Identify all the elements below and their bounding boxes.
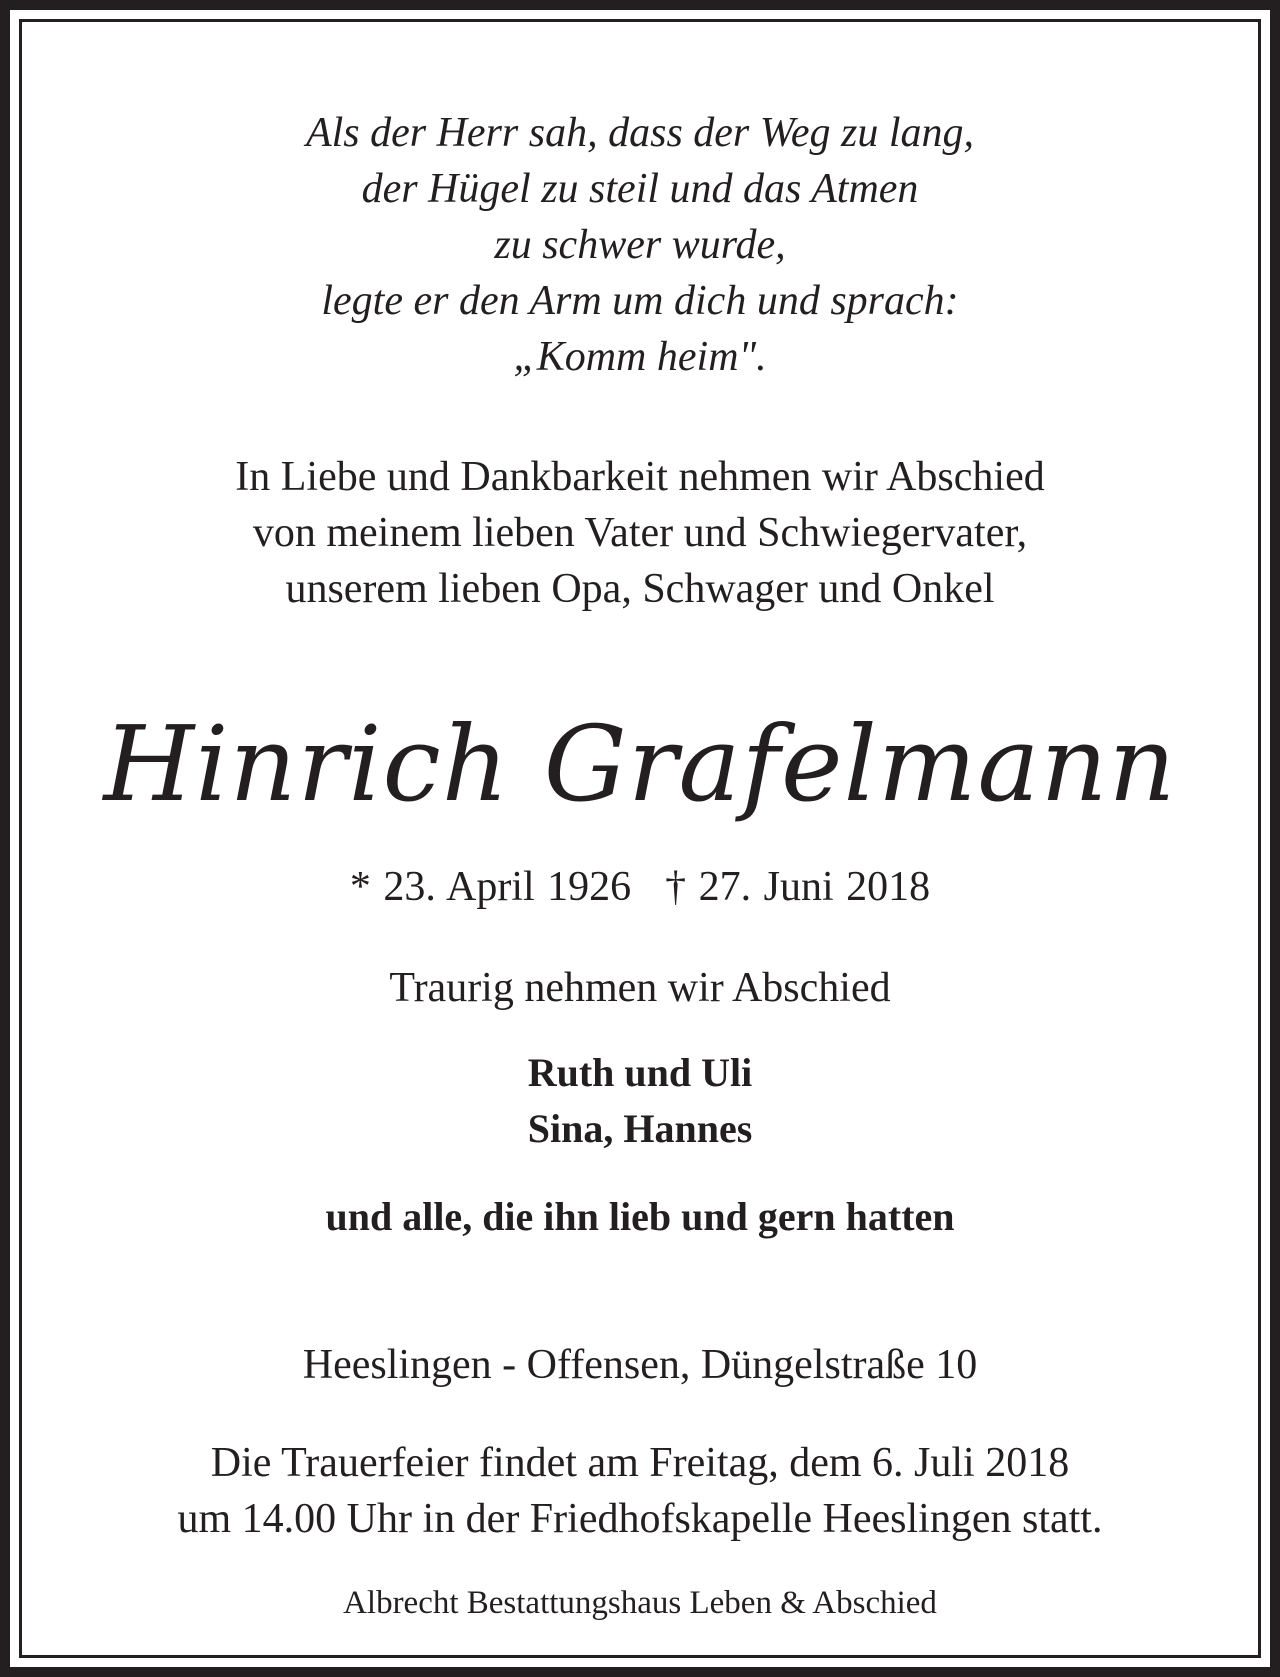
mourner-line-1: Ruth und Uli: [527, 1050, 753, 1095]
life-dates: [0, 866, 1280, 908]
mourner-line-2: Sina, Hannes: [527, 1106, 753, 1151]
poem-line-2: der Hügel zu steil und das Atmen: [361, 166, 919, 212]
deceased-name: Hinrich Grafelmann: [103, 703, 1177, 825]
mourners-extra: und alle, die ihn lieb und gern hatten: [325, 1194, 955, 1239]
mourning-text: Traurig nehmen wir Abschied: [389, 965, 891, 1011]
service-line-1: Die Trauerfeier findet am Freitag, dem 6. Juli 2018: [210, 1440, 1070, 1486]
intro-line-1: In Liebe und Dankbarkeit nehmen wir Abschied: [235, 454, 1045, 500]
service-line-2: um 14.00 Uhr in der Friedhofskapelle Heeslingen statt.: [177, 1496, 1103, 1542]
intro-line-2: von meinem lieben Vater und Schwiegervater,: [252, 510, 1028, 556]
death-date: † 27. Juni 2018: [665, 864, 931, 910]
birth-date: * 23. April 1926: [349, 864, 632, 910]
poem-line-5: „Komm heim".: [513, 334, 767, 380]
funeral-home: Albrecht Bestattungshaus Leben & Abschied: [343, 1585, 937, 1621]
poem-line-4: legte er den Arm um dich und sprach:: [321, 278, 959, 324]
poem-line-1: Als der Herr sah, dass der Weg zu lang,: [305, 110, 975, 156]
poem-line-3: zu schwer wurde,: [494, 222, 786, 268]
address: Heeslingen - Offensen, Düngelstraße 10: [302, 1342, 978, 1388]
intro-line-3: unserem lieben Opa, Schwager und Onkel: [285, 566, 995, 612]
